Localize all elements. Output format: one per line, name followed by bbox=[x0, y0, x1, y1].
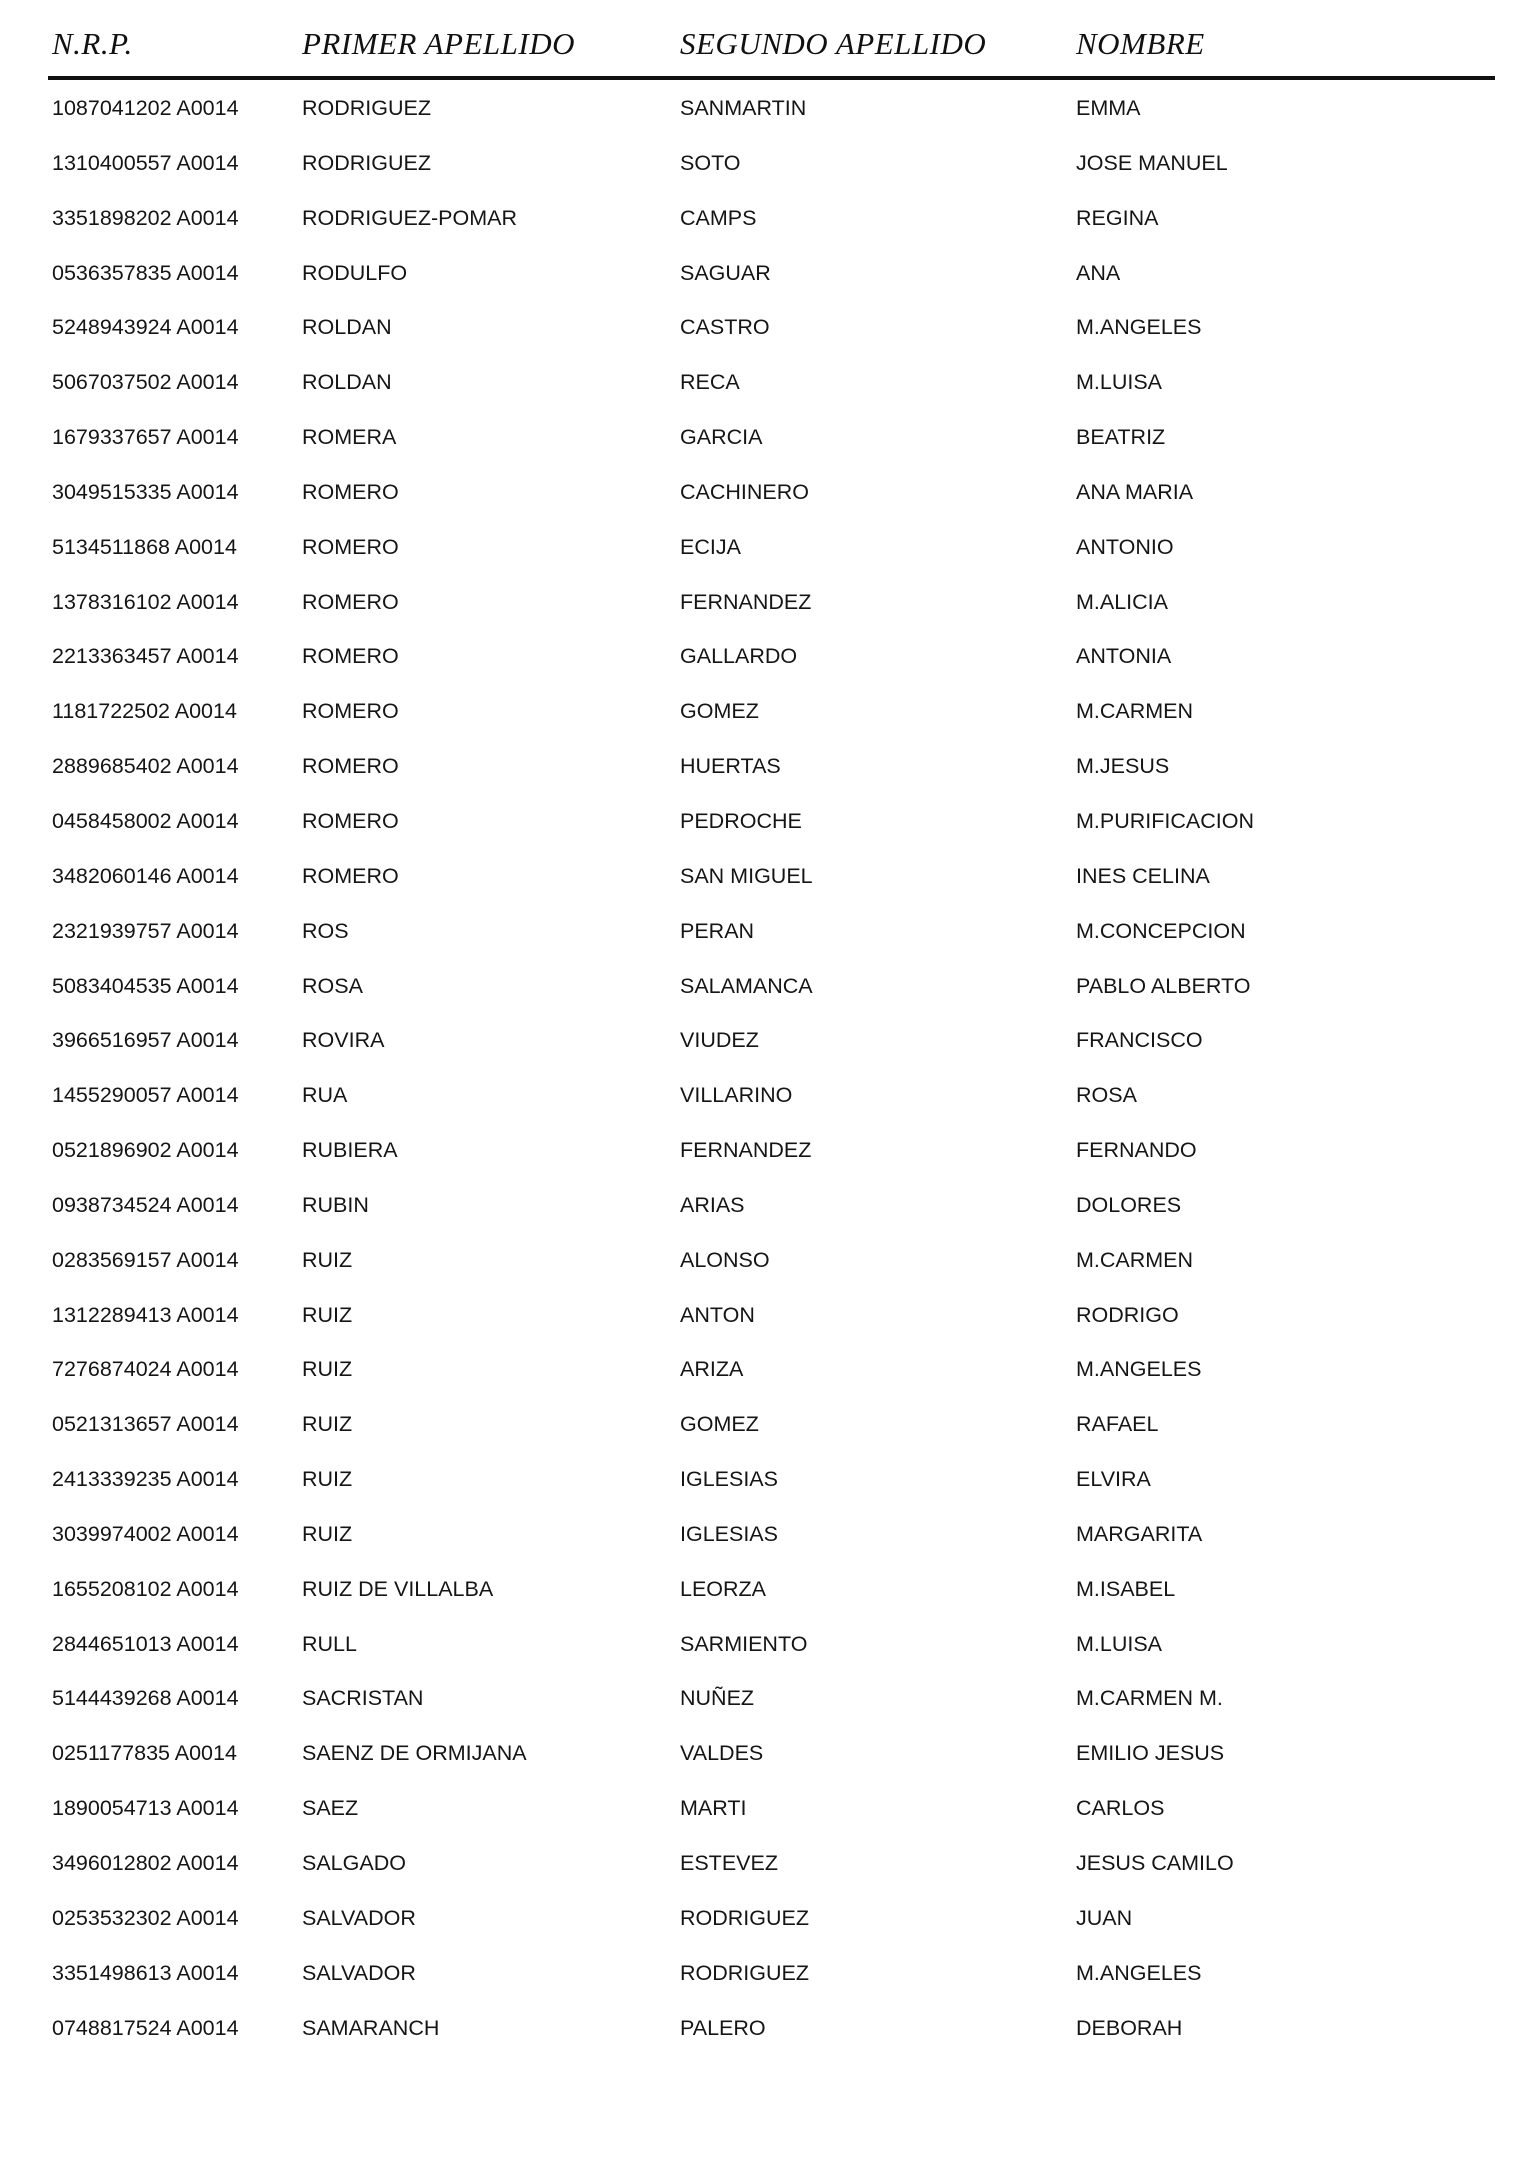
cell-nrp: 1890054713 A0014 bbox=[52, 1796, 239, 1821]
cell-nrp: 0748817524 A0014 bbox=[52, 2015, 239, 2040]
cell-primer-apellido: ROMERO bbox=[302, 534, 399, 559]
cell-segundo-apellido: GALLARDO bbox=[680, 644, 798, 669]
cell-segundo-apellido: HUERTAS bbox=[680, 754, 781, 779]
cell-primer-apellido: RODRIGUEZ bbox=[302, 150, 431, 175]
table-row bbox=[0, 1349, 1521, 1404]
cell-segundo-apellido: IGLESIAS bbox=[680, 1521, 778, 1546]
cell-nrp: 2213363457 A0014 bbox=[52, 644, 239, 669]
table-row bbox=[0, 1459, 1521, 1514]
cell-nombre: M.ANGELES bbox=[1076, 315, 1202, 340]
cell-nombre: M.ANGELES bbox=[1076, 1357, 1202, 1382]
cell-nombre: ANTONIO bbox=[1076, 534, 1174, 559]
cell-nombre: M.CARMEN bbox=[1076, 699, 1194, 724]
table-row bbox=[0, 527, 1521, 582]
table-row bbox=[0, 1075, 1521, 1130]
cell-nrp: 3482060146 A0014 bbox=[52, 863, 239, 888]
cell-nombre: ANA bbox=[1076, 260, 1121, 285]
table-row bbox=[0, 472, 1521, 527]
cell-nrp: 0253532302 A0014 bbox=[52, 1905, 239, 1930]
cell-nrp: 1312289413 A0014 bbox=[52, 1302, 239, 1327]
cell-segundo-apellido: RODRIGUEZ bbox=[680, 1905, 809, 1930]
cell-nombre: M.CONCEPCION bbox=[1076, 918, 1246, 943]
cell-segundo-apellido: VALDES bbox=[680, 1741, 764, 1766]
cell-segundo-apellido: PALERO bbox=[680, 2015, 766, 2040]
cell-segundo-apellido: RECA bbox=[680, 370, 740, 395]
cell-nombre: M.CARMEN M. bbox=[1076, 1686, 1223, 1711]
cell-nombre: INES CELINA bbox=[1076, 863, 1210, 888]
cell-primer-apellido: RUIZ bbox=[302, 1247, 353, 1272]
cell-primer-apellido: ROMERO bbox=[302, 479, 399, 504]
table-row bbox=[0, 143, 1521, 198]
cell-nrp: 1655208102 A0014 bbox=[52, 1576, 239, 1601]
cell-segundo-apellido: IGLESIAS bbox=[680, 1467, 778, 1492]
cell-segundo-apellido: SOTO bbox=[680, 150, 741, 175]
cell-primer-apellido: RUIZ DE VILLALBA bbox=[302, 1576, 494, 1601]
cell-nombre: JESUS CAMILO bbox=[1076, 1851, 1234, 1875]
cell-nombre: FRANCISCO bbox=[1076, 1028, 1203, 1053]
cell-nrp: 3351498613 A0014 bbox=[52, 1960, 239, 1985]
table-row bbox=[0, 253, 1521, 308]
cell-nrp: 5248943924 A0014 bbox=[52, 315, 239, 340]
cell-nombre: PABLO ALBERTO bbox=[1076, 973, 1251, 998]
cell-segundo-apellido: CACHINERO bbox=[680, 479, 810, 504]
table-row bbox=[0, 1130, 1521, 1185]
cell-nombre: M.ANGELES bbox=[1076, 1960, 1202, 1985]
cell-nrp: 5144439268 A0014 bbox=[52, 1686, 239, 1711]
cell-nombre: CARLOS bbox=[1076, 1796, 1165, 1821]
cell-primer-apellido: SACRISTAN bbox=[302, 1686, 424, 1711]
cell-nombre: MARGARITA bbox=[1076, 1521, 1203, 1546]
cell-primer-apellido: SAEZ bbox=[302, 1796, 359, 1821]
cell-primer-apellido: ROVIRA bbox=[302, 1028, 385, 1053]
cell-primer-apellido: RODRIGUEZ bbox=[302, 96, 431, 120]
table-row bbox=[0, 198, 1521, 253]
table-row bbox=[0, 1843, 1521, 1898]
table-row bbox=[0, 88, 1521, 143]
cell-nrp: 1181722502 A0014 bbox=[52, 699, 237, 724]
cell-segundo-apellido: SALAMANCA bbox=[680, 973, 813, 998]
cell-primer-apellido: SAMARANCH bbox=[302, 2015, 440, 2040]
cell-segundo-apellido: ECIJA bbox=[680, 534, 741, 559]
cell-primer-apellido: ROMERO bbox=[302, 699, 399, 724]
header-nombre: NOMBRE bbox=[1076, 26, 1205, 61]
cell-primer-apellido: ROMERO bbox=[302, 589, 399, 614]
table-row bbox=[0, 1678, 1521, 1733]
cell-primer-apellido: RUBIERA bbox=[302, 1138, 398, 1163]
cell-nombre: REGINA bbox=[1076, 205, 1159, 230]
table-row bbox=[0, 801, 1521, 856]
table-header bbox=[0, 26, 1521, 76]
cell-segundo-apellido: VILLARINO bbox=[680, 1083, 793, 1108]
cell-nrp: 1378316102 A0014 bbox=[52, 589, 239, 614]
cell-nrp: 1310400557 A0014 bbox=[52, 150, 239, 175]
cell-primer-apellido: RUIZ bbox=[302, 1302, 353, 1327]
table-row bbox=[0, 1404, 1521, 1459]
cell-nombre: M.ISABEL bbox=[1076, 1576, 1176, 1601]
cell-nrp: 0458458002 A0014 bbox=[52, 808, 239, 833]
cell-nrp: 0536357835 A0014 bbox=[52, 260, 239, 285]
table-row bbox=[0, 1240, 1521, 1295]
cell-primer-apellido: ROLDAN bbox=[302, 370, 392, 395]
cell-nombre: M.LUISA bbox=[1076, 1631, 1163, 1656]
table-row bbox=[0, 1624, 1521, 1679]
cell-nrp: 1087041202 A0014 bbox=[52, 96, 239, 120]
cell-nombre: JUAN bbox=[1076, 1905, 1133, 1930]
table-row bbox=[0, 1569, 1521, 1624]
cell-nombre: M.PURIFICACION bbox=[1076, 808, 1254, 833]
cell-primer-apellido: ROSA bbox=[302, 973, 363, 998]
cell-nrp: 5134511868 A0014 bbox=[52, 534, 237, 559]
cell-nombre: BEATRIZ bbox=[1076, 425, 1166, 450]
table-row bbox=[0, 636, 1521, 691]
header-segundo-apellido: SEGUNDO APELLIDO bbox=[680, 26, 987, 61]
cell-nombre: EMILIO JESUS bbox=[1076, 1741, 1225, 1766]
cell-primer-apellido: SALVADOR bbox=[302, 1960, 416, 1985]
cell-nrp: 2321939757 A0014 bbox=[52, 918, 239, 943]
cell-segundo-apellido: ESTEVEZ bbox=[680, 1851, 778, 1875]
cell-segundo-apellido: PEDROCHE bbox=[680, 808, 802, 833]
cell-segundo-apellido: SARMIENTO bbox=[680, 1631, 808, 1656]
cell-nrp: 5067037502 A0014 bbox=[52, 370, 239, 395]
table-row bbox=[0, 856, 1521, 911]
cell-primer-apellido: RUBIN bbox=[302, 1192, 369, 1217]
cell-primer-apellido: ROLDAN bbox=[302, 315, 392, 340]
cell-nrp: 3496012802 A0014 bbox=[52, 1851, 239, 1875]
cell-segundo-apellido: MARTI bbox=[680, 1796, 747, 1821]
cell-nombre: ANA MARIA bbox=[1076, 479, 1194, 504]
cell-nrp: 1679337657 A0014 bbox=[52, 425, 239, 450]
cell-primer-apellido: ROS bbox=[302, 918, 349, 943]
cell-nombre: ROSA bbox=[1076, 1083, 1137, 1108]
cell-nombre: M.JESUS bbox=[1076, 754, 1170, 779]
cell-nrp: 3351898202 A0014 bbox=[52, 205, 239, 230]
table-row bbox=[0, 1020, 1521, 1075]
cell-nrp: 1455290057 A0014 bbox=[52, 1083, 239, 1108]
cell-segundo-apellido: CAMPS bbox=[680, 205, 757, 230]
cell-segundo-apellido: SAGUAR bbox=[680, 260, 771, 285]
table-row bbox=[0, 966, 1521, 1021]
cell-nombre: DOLORES bbox=[1076, 1192, 1182, 1217]
cell-primer-apellido: ROMERO bbox=[302, 644, 399, 669]
table-row bbox=[0, 1185, 1521, 1240]
cell-primer-apellido: ROMERO bbox=[302, 863, 399, 888]
table-row bbox=[0, 1788, 1521, 1843]
cell-segundo-apellido: VIUDEZ bbox=[680, 1028, 759, 1053]
cell-nombre: DEBORAH bbox=[1076, 2015, 1183, 2040]
cell-segundo-apellido: FERNANDEZ bbox=[680, 1138, 812, 1163]
cell-primer-apellido: RODRIGUEZ-POMAR bbox=[302, 205, 517, 230]
cell-primer-apellido: RUA bbox=[302, 1083, 348, 1108]
cell-nrp: 0521896902 A0014 bbox=[52, 1138, 239, 1163]
table-row bbox=[0, 307, 1521, 362]
cell-nombre: M.ALICIA bbox=[1076, 589, 1168, 614]
cell-primer-apellido: SALVADOR bbox=[302, 1905, 416, 1930]
table-row bbox=[0, 1733, 1521, 1788]
cell-nrp: 0283569157 A0014 bbox=[52, 1247, 239, 1272]
cell-nombre: ELVIRA bbox=[1076, 1467, 1151, 1492]
cell-nombre: M.CARMEN bbox=[1076, 1247, 1194, 1272]
cell-primer-apellido: RUIZ bbox=[302, 1412, 353, 1437]
cell-nombre: M.LUISA bbox=[1076, 370, 1163, 395]
cell-nrp: 0251177835 A0014 bbox=[52, 1741, 237, 1766]
cell-nombre: JOSE MANUEL bbox=[1076, 150, 1228, 175]
cell-segundo-apellido: FERNANDEZ bbox=[680, 589, 812, 614]
cell-primer-apellido: ROMERO bbox=[302, 808, 399, 833]
cell-primer-apellido: RULL bbox=[302, 1631, 357, 1656]
header-divider bbox=[48, 76, 1495, 80]
cell-primer-apellido: RODULFO bbox=[302, 260, 408, 285]
cell-segundo-apellido: GOMEZ bbox=[680, 1412, 759, 1437]
cell-nrp: 3049515335 A0014 bbox=[52, 479, 239, 504]
cell-nrp: 5083404535 A0014 bbox=[52, 973, 239, 998]
cell-segundo-apellido: CASTRO bbox=[680, 315, 770, 340]
cell-nrp: 7276874024 A0014 bbox=[52, 1357, 239, 1382]
cell-segundo-apellido: ARIAS bbox=[680, 1192, 745, 1217]
cell-nrp: 2889685402 A0014 bbox=[52, 754, 239, 779]
cell-primer-apellido: RUIZ bbox=[302, 1467, 353, 1492]
cell-segundo-apellido: ANTON bbox=[680, 1302, 755, 1327]
cell-nrp: 3966516957 A0014 bbox=[52, 1028, 239, 1053]
cell-nombre: RODRIGO bbox=[1076, 1302, 1179, 1327]
table-row bbox=[0, 746, 1521, 801]
cell-nrp: 2413339235 A0014 bbox=[52, 1467, 239, 1492]
cell-segundo-apellido: NUÑEZ bbox=[680, 1686, 755, 1711]
cell-nombre: RAFAEL bbox=[1076, 1412, 1159, 1437]
cell-nrp: 2844651013 A0014 bbox=[52, 1631, 239, 1656]
table-row bbox=[0, 691, 1521, 746]
cell-primer-apellido: ROMERA bbox=[302, 425, 397, 450]
cell-nombre: EMMA bbox=[1076, 96, 1141, 120]
table-row bbox=[0, 911, 1521, 966]
cell-segundo-apellido: ARIZA bbox=[680, 1357, 744, 1382]
cell-primer-apellido: SALGADO bbox=[302, 1851, 406, 1875]
cell-segundo-apellido: LEORZA bbox=[680, 1576, 767, 1601]
header-primer-apellido: PRIMER APELLIDO bbox=[302, 26, 575, 61]
table-row bbox=[0, 2008, 1521, 2063]
table-body bbox=[0, 88, 1521, 2062]
table-row bbox=[0, 417, 1521, 472]
cell-nrp: 0938734524 A0014 bbox=[52, 1192, 239, 1217]
cell-segundo-apellido: GARCIA bbox=[680, 425, 763, 450]
cell-nombre: ANTONIA bbox=[1076, 644, 1172, 669]
cell-segundo-apellido: PERAN bbox=[680, 918, 755, 943]
cell-primer-apellido: ROMERO bbox=[302, 754, 399, 779]
cell-segundo-apellido: SANMARTIN bbox=[680, 96, 807, 120]
cell-primer-apellido: SAENZ DE ORMIJANA bbox=[302, 1741, 527, 1766]
cell-segundo-apellido: SAN MIGUEL bbox=[680, 863, 813, 888]
table-row bbox=[0, 362, 1521, 417]
cell-segundo-apellido: GOMEZ bbox=[680, 699, 759, 724]
cell-nrp: 3039974002 A0014 bbox=[52, 1521, 239, 1546]
cell-nombre: FERNANDO bbox=[1076, 1138, 1197, 1163]
table-row bbox=[0, 1514, 1521, 1569]
cell-segundo-apellido: ALONSO bbox=[680, 1247, 770, 1272]
cell-primer-apellido: RUIZ bbox=[302, 1521, 353, 1546]
header-nrp: N.R.P. bbox=[52, 26, 133, 61]
table-row bbox=[0, 582, 1521, 637]
table-row bbox=[0, 1898, 1521, 1953]
cell-primer-apellido: RUIZ bbox=[302, 1357, 353, 1382]
cell-nrp: 0521313657 A0014 bbox=[52, 1412, 239, 1437]
cell-segundo-apellido: RODRIGUEZ bbox=[680, 1960, 809, 1985]
table-row bbox=[0, 1295, 1521, 1350]
table-row bbox=[0, 1953, 1521, 2008]
